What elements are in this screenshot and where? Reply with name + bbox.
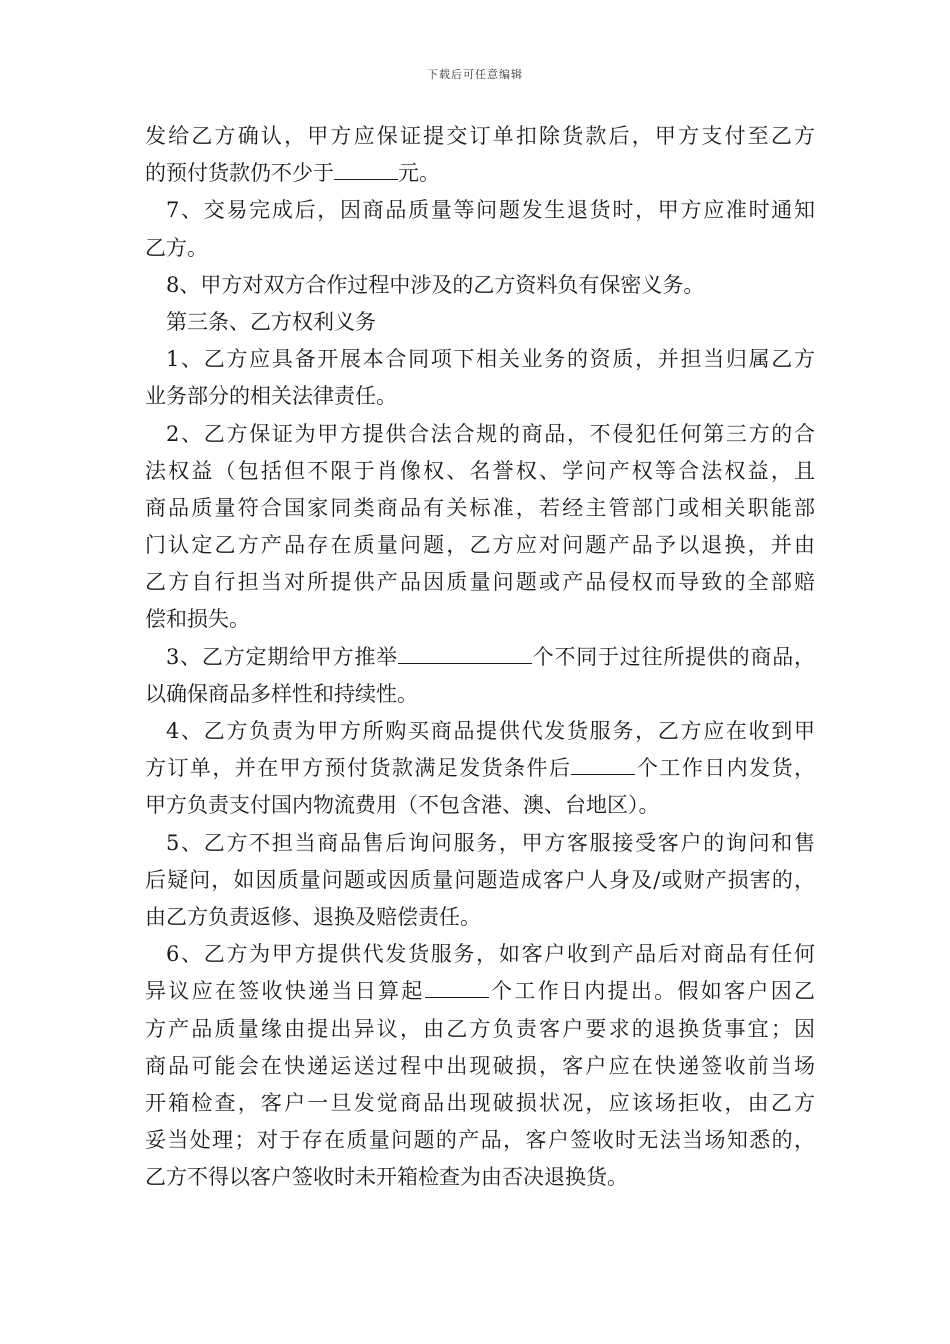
text-line: 乙方自行担当对所提供产品因质量问题或产品侵权而导致的全部赔 [145,570,815,595]
text-line: 5、乙方不担当商品售后询问服务，甲方客服接受客户的询问和售 [166,830,815,855]
text-line: 商品质量符合国家同类商品有关标准，若经主管部门或相关职能部 [145,495,815,520]
text-line: 方产品质量缘由提出异议，由乙方负责客户要求的退换货事宜；因 [145,1016,815,1041]
text-line: 开箱检查，客户一旦发觉商品出现破损状况，应该场拒收，由乙方 [145,1090,815,1115]
text-line: 以确保商品多样性和持续性。 [145,681,418,706]
text-line: 1、乙方应具备开展本合同项下相关业务的资质，并担当归属乙方 [166,347,815,372]
text-line: 3、乙方定期给甲方推举 个不同于过往所提供的商品， [145,639,815,676]
text-line: 发给乙方确认，甲方应保证提交订单扣除货款后，甲方支付至乙方 [145,124,815,148]
fill-in-blank[interactable] [334,155,398,180]
fill-in-blank[interactable] [571,750,635,775]
text-line: 7、交易完成后，因商品质量等问题发生退货时，甲方应准时通知 [166,198,815,223]
text-line: 甲方负责支付国内物流费用（不包含港、澳、台地区）。 [145,793,660,818]
text-line: 乙方不得以客户签收时未开箱检查为由否决退换货。 [145,1165,628,1190]
text-line: 门认定乙方产品存在质量问题，乙方应对问题产品予以退换，并由 [145,533,815,558]
text-line: 商品可能会在快递运送过程中出现破损，客户应在快递签收前当场 [145,1053,815,1078]
document-body [145,118,815,1196]
text-line: 妥当处理；对于存在质量问题的产品，客户签收时无法当场知悉的， [145,1128,815,1153]
page-header: 下载后可任意编辑 [427,68,523,81]
text-line: 2、乙方保证为甲方提供合法合规的商品，不侵犯任何第三方的合 [166,421,815,446]
text-line: 4、乙方负责为甲方所购买商品提供代发货服务，乙方应在收到甲 [166,719,815,743]
text-line: 方订单，并在甲方预付货款满足发货条件后 个工作日内发货， [145,750,815,787]
fill-in-blank[interactable] [398,639,532,664]
text-line: 后疑问，如因质量问题或因质量问题造成客户人身及/或财产损害的， [145,867,815,892]
text-line: 由乙方负责返修、退换及赔偿责任。 [145,904,481,929]
fill-in-blank[interactable] [425,973,489,998]
text-line: 法权益（包括但不限于肖像权、名誉权、学问产权等合法权益，且 [145,458,815,483]
text-line: 偿和损失。 [145,607,250,632]
text-line: 业务部分的相关法律责任。 [145,384,397,409]
text-line: 6、乙方为甲方提供代发货服务，如客户收到产品后对商品有任何 [166,942,815,967]
section-heading: 第三条、乙方权利义务 [166,309,376,334]
text-line: 异议应在签收快递当日算起 个工作日内提出。假如客户因乙 [145,973,815,1010]
text-line: 的预付货款仍不少于 元。 [145,155,815,192]
text-line: 8、甲方对双方合作过程中涉及的乙方资料负有保密义务。 [166,272,705,297]
text-line: 乙方。 [145,235,208,260]
